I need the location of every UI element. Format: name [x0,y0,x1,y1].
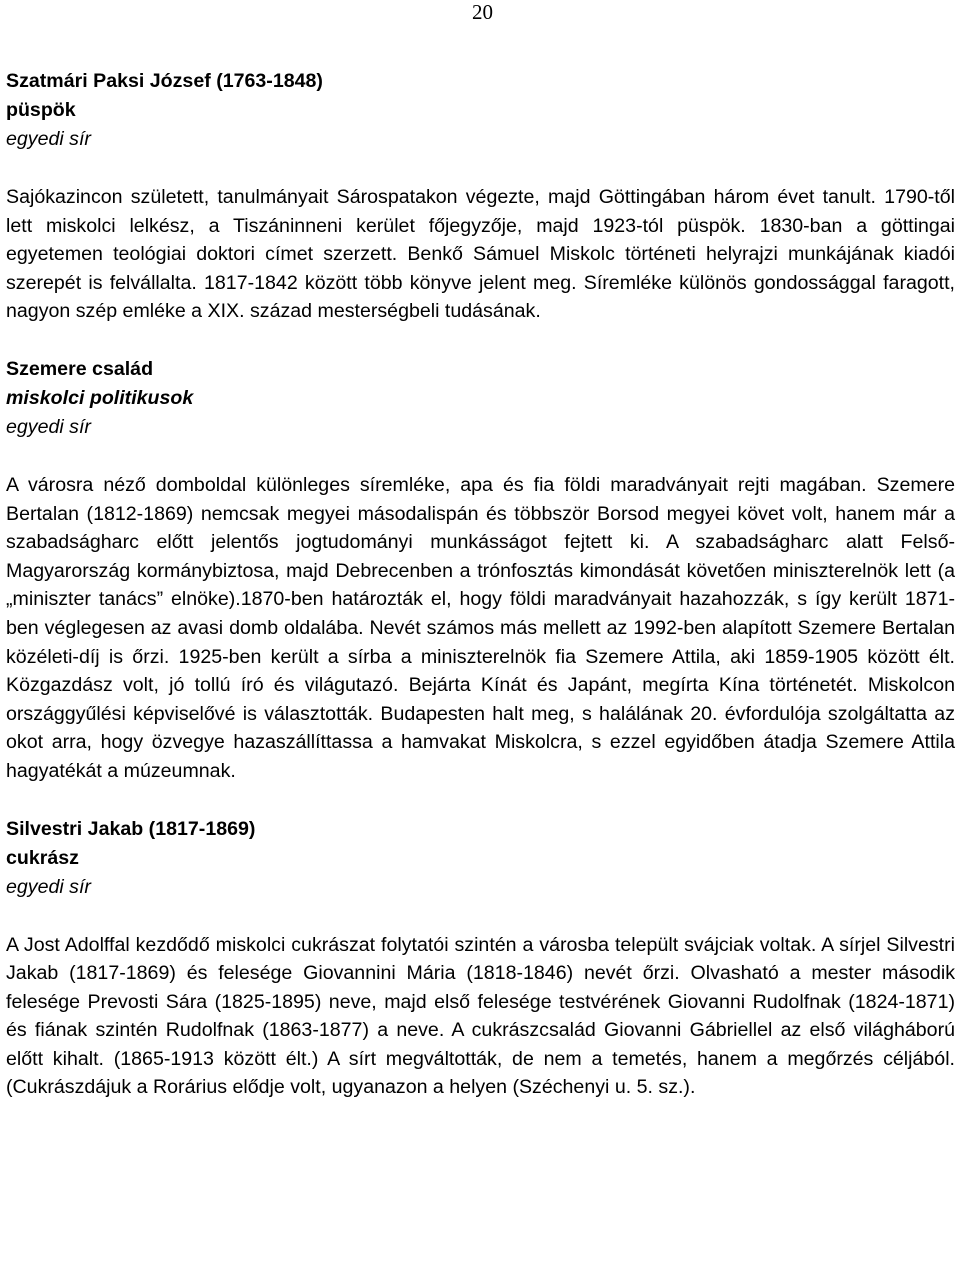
document-body [6,67,955,1102]
spacer [6,154,955,183]
spacer [6,902,955,931]
entry-szatmari-paksi [6,67,955,326]
entry-role: cukrász [6,846,79,869]
entry-role: püspök [6,99,76,121]
entry-body: A Jost Adolffal kezdődő miskolci cukrászat folytatói szintén a városba települt svájciak voltak. A sírjel Silvestri Jakab (1817-1869) és felesége Giovannini Mária (1818-1846) nevét őrzi. Olvasható a mester második felesége Prevosti Sára (1825-1895) neve, majd első felesége testvérének Giovanni Rudolfnak (1824-1871) és fiának szintén Rudolfnak (1863-1877) a neve. A cukrászcsalád Giovanni Gábriellel az első világháború előtt kihalt. (1865-1913 között élt.) A sírt megváltották, de nem a temetés, hanem a megőrzés céljából. (Cukrászdájuk a Rorárius elődje volt, ugyanazon a helyen (Széchenyi u. 5. sz.). [6,933,955,1099]
entry-body: A városra néző domboldal különleges síremléke, apa és fia földi maradványait rejti magában. Szemere Bertalan (1812-1869) nemcsak megyei másodalispán és többször Borsod megyei követ volt, hanem már a szabadságharc előtt jelentős jogtudományi munkásságot fejtett ki. A szabadságharc alatt Felső-Magyarország kormánybiztosa, majd Debrecenben a trónfosztás kimondását követően miniszterelnök lett (a „miniszter tanács” elnöke).1870-ben határozták el, hogy földi maradványait hazahozzák, s így került 1871-ben véglegesen az avasi domb oldalába. Nevét számos más mellett az 1992-ben alapított Szemere Bertalan közéleti-díj is őrzi. 1925-ben került a sírba a miniszterelnök fia Szemere Attila, aki 1859-1905 között élt. Közgazdász volt, jó tollú író és világutazó. Bejárta Kínát és Japánt, megírta Kína történetét. Miskolcon országgyűlési képviselővé is választották. Budapesten halt meg, s halálának 20. évfordulója szolgáltatta az okot arra, hogy özvegye hazaszállíttassa a hamvakat Miskolcra, s ezzel egyidőben átadja Szemere Attila hagyatékát a múzeumnak. [6,473,955,782]
entry-grave-type: egyedi sír [6,128,91,150]
page-number: 20 [472,0,493,24]
entry-grave-type: egyedi sír [6,415,91,438]
entry-szemere-csalad [6,355,955,786]
spacer [6,442,955,471]
entry-role: miskolci politikusok [6,386,194,409]
entry-title: Szemere család [6,357,154,380]
entry-silvestri-jakab [6,815,955,1103]
spacer [6,786,955,815]
entry-title: Silvestri Jakab (1817-1869) [6,817,256,840]
entry-body: Sajókazincon született, tanulmányait Sárospatakon végezte, majd Göttingában három évet tanult. 1790-től lett miskolci lelkész, a Tiszáninneni kerület főjegyzője, majd 1923-tól püspök. 1830-ban a göttingai egyetemen teológiai doktori címet szerzett. Benkő Sámuel Miskolc történeti helyrajzi munkájának kiadói szerepét is felvállalta. 1817-1842 között több könyve jelent meg. Síremléke különös gondossággal faragott, nagyon szép emléke a XIX. század mesterségbeli tudásának. [6,186,955,323]
entry-title: Szatmári Paksi József (1763-1848) [6,70,323,92]
spacer [6,326,955,355]
entry-grave-type: egyedi sír [6,875,91,898]
